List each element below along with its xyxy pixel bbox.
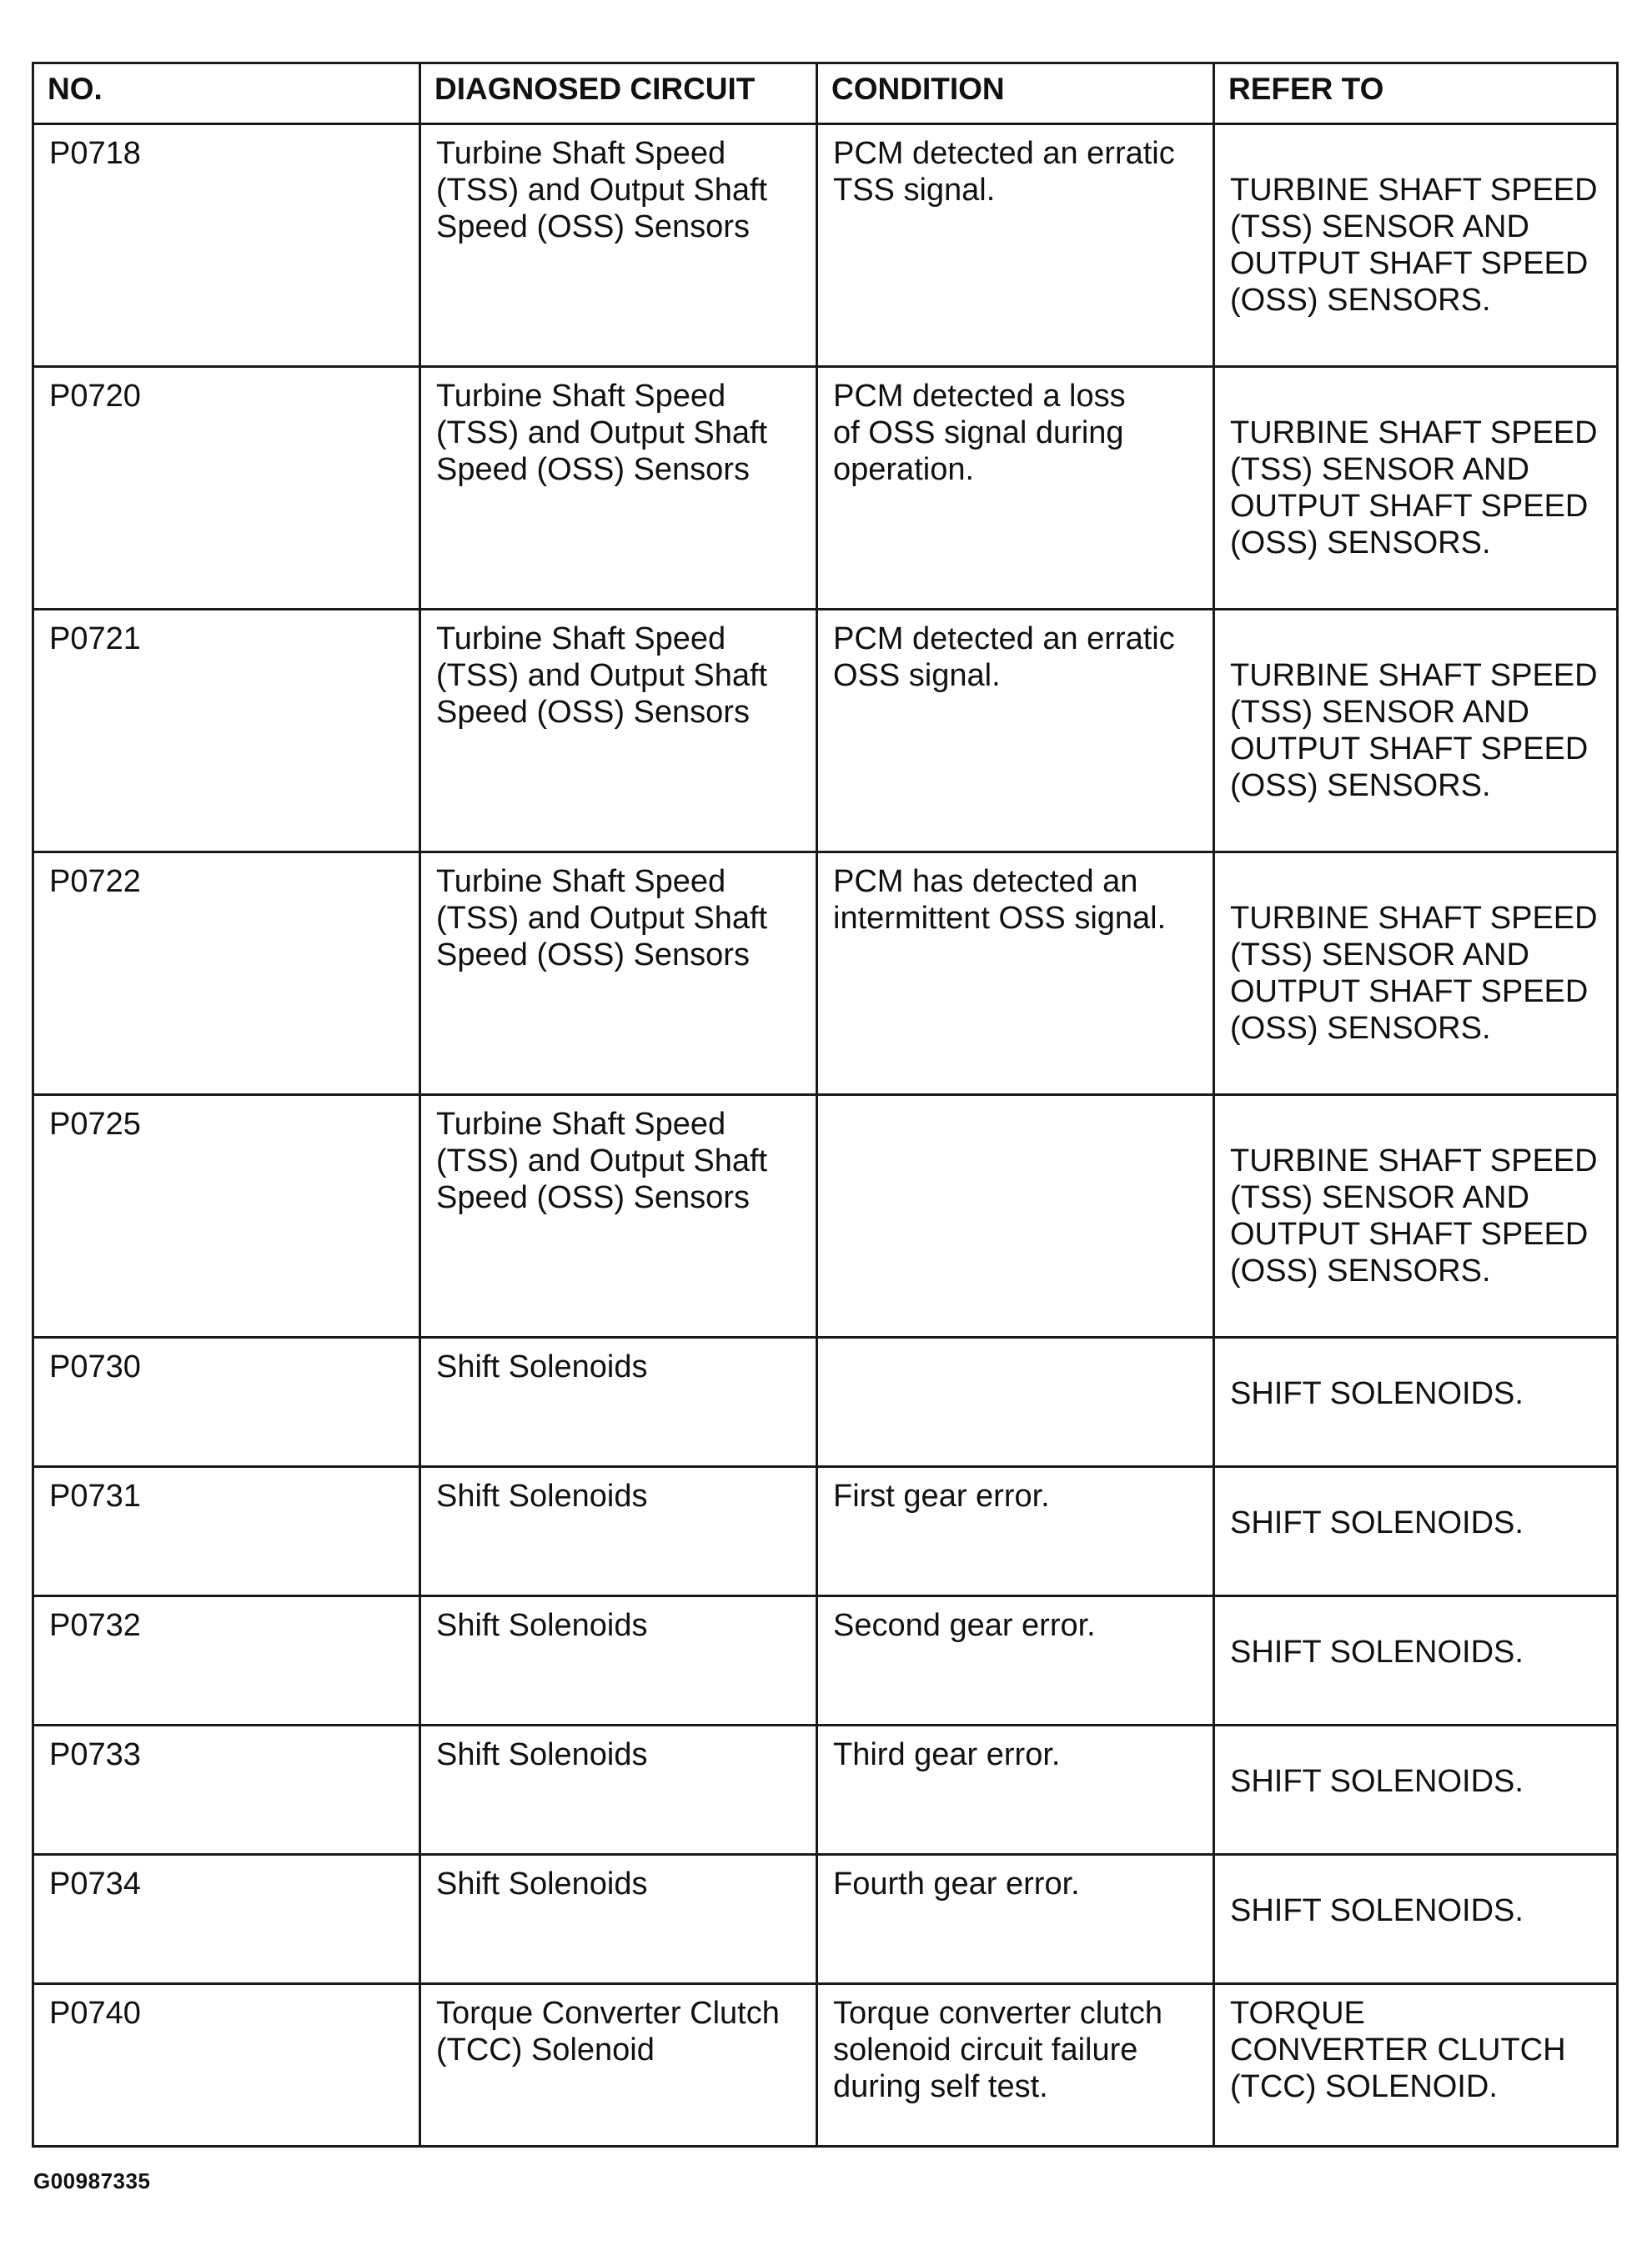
refer-line: OUTPUT SHAFT SPEED [1230,974,1589,1009]
table-row [33,1467,1618,1596]
table-row [33,1726,1618,1855]
cell-diagnosed-circuit [420,610,817,852]
refer-line: OUTPUT SHAFT SPEED [1230,246,1589,281]
table-row [33,1984,1618,2147]
cell-refer-to [1214,1596,1618,1726]
circuit-line: Torque Converter Clutch [436,1996,780,2031]
cell-dtc-number [33,1596,420,1726]
condition-line: of OSS signal during [833,415,1124,450]
circuit-line: Shift Solenoids [436,1867,648,1902]
cell-refer-to-text [1215,1726,1616,1800]
table-row [33,1338,1618,1467]
circuit-line: Speed (OSS) Sensors [436,209,750,244]
cell-refer-to [1214,1984,1618,2147]
cell-dtc-number [33,852,420,1095]
refer-line: TURBINE SHAFT SPEED [1230,415,1598,450]
cell-refer-to [1214,124,1618,367]
table-row [33,1596,1618,1726]
cell-diagnosed-circuit [420,367,817,610]
circuit-line: Speed (OSS) Sensors [436,452,750,487]
cell-dtc-number [33,1726,420,1855]
cell-condition [817,1095,1214,1338]
condition-line: PCM has detected an [833,864,1138,899]
refer-line: SHIFT SOLENOIDS. [1230,1893,1524,1928]
cell-dtc-number [33,1855,420,1984]
refer-line: SHIFT SOLENOIDS. [1230,1376,1524,1411]
table-row [33,610,1618,852]
refer-line: OUTPUT SHAFT SPEED [1230,489,1589,524]
cell-condition-text [818,853,1213,937]
refer-line: TURBINE SHAFT SPEED [1230,658,1598,693]
circuit-line: Shift Solenoids [436,1608,648,1643]
cell-diagnosed-circuit-text [421,125,816,245]
condition-line: operation. [833,452,975,487]
cell-condition [817,610,1214,852]
cell-condition [817,1726,1214,1855]
circuit-line: Turbine Shaft Speed [436,379,726,414]
header-refer-to: REFER TO [1214,63,1618,124]
cell-condition-text [818,1468,1213,1515]
refer-line: TURBINE SHAFT SPEED [1230,1143,1598,1178]
dtc-table [32,62,1619,2148]
cell-condition [817,1596,1214,1726]
table-row [33,1095,1618,1338]
cell-dtc-number [33,1095,420,1338]
refer-line: SHIFT SOLENOIDS. [1230,1764,1524,1799]
dtc-number: P0733 [49,1737,141,1772]
cell-condition-text [818,125,1213,209]
header-condition: CONDITION [817,63,1214,124]
refer-line: OUTPUT SHAFT SPEED [1230,731,1589,766]
refer-line: (OSS) SENSORS. [1230,1254,1491,1289]
cell-refer-to [1214,1338,1618,1467]
cell-refer-to-text [1215,1468,1616,1541]
cell-condition [817,1467,1214,1596]
condition-line: PCM detected an erratic [833,136,1175,171]
table-row [33,852,1618,1095]
cell-refer-to-text [1215,1985,1616,2105]
cell-diagnosed-circuit-text [421,1096,816,1216]
cell-condition-text [818,610,1213,694]
refer-line: CONVERTER CLUTCH [1230,2032,1566,2068]
table-row [33,124,1618,367]
cell-refer-to-text [1215,1597,1616,1671]
cell-condition-text [818,1096,1213,1106]
condition-line: Fourth gear error. [833,1867,1080,1902]
cell-condition-text [818,1726,1213,1773]
refer-line: TORQUE [1230,1996,1365,2031]
table-header [33,63,1618,124]
condition-line: OSS signal. [833,658,1001,693]
refer-line: (OSS) SENSORS. [1230,1011,1491,1046]
refer-line: (OSS) SENSORS. [1230,525,1491,560]
cell-diagnosed-circuit [420,1467,817,1596]
refer-line: (TSS) SENSOR AND [1230,937,1529,972]
condition-line: TSS signal. [833,173,996,208]
circuit-line: (TSS) and Output Shaft [436,415,768,450]
cell-diagnosed-circuit-text [421,1985,816,2068]
circuit-line: (TSS) and Output Shaft [436,1143,768,1178]
cell-diagnosed-circuit [420,1596,817,1726]
dtc-number: P0725 [49,1107,141,1142]
circuit-line: Shift Solenoids [436,1349,648,1384]
refer-line: OUTPUT SHAFT SPEED [1230,1217,1589,1252]
cell-diagnosed-circuit [420,1338,817,1467]
circuit-line: Turbine Shaft Speed [436,136,726,171]
cell-condition-text [818,1985,1213,2105]
condition-line: during self test. [833,2069,1048,2104]
cell-refer-to-text [1215,1339,1616,1412]
dtc-number: P0722 [49,864,141,899]
circuit-line: Speed (OSS) Sensors [436,1180,750,1215]
cell-condition [817,367,1214,610]
refer-line: (OSS) SENSORS. [1230,283,1491,318]
cell-refer-to-text [1215,1856,1616,1929]
condition-line: Third gear error. [833,1737,1061,1772]
cell-diagnosed-circuit [420,1984,817,2147]
cell-refer-to [1214,367,1618,610]
cell-diagnosed-circuit [420,1855,817,1984]
dtc-number: P0718 [49,136,141,171]
cell-condition-text [818,1597,1213,1644]
dtc-number: P0730 [49,1349,141,1384]
cell-diagnosed-circuit [420,1726,817,1855]
cell-dtc-number [33,1338,420,1467]
cell-dtc-number [33,1984,420,2147]
table-row [33,1855,1618,1984]
condition-line: solenoid circuit failure [833,2032,1138,2068]
cell-condition [817,1855,1214,1984]
circuit-line: Speed (OSS) Sensors [436,937,750,972]
figure-code: G00987335 [33,2168,151,2193]
cell-diagnosed-circuit-text [421,1339,816,1385]
cell-diagnosed-circuit-text [421,610,816,731]
dtc-number: P0731 [49,1479,141,1514]
cell-condition [817,852,1214,1095]
circuit-line: (TCC) Solenoid [436,2032,655,2068]
circuit-line: (TSS) and Output Shaft [436,901,768,936]
cell-refer-to-text [1215,1096,1616,1289]
cell-diagnosed-circuit [420,124,817,367]
circuit-line: (TSS) and Output Shaft [436,173,768,208]
refer-line: TURBINE SHAFT SPEED [1230,901,1598,936]
condition-line: Second gear error. [833,1608,1096,1643]
condition-line: intermittent OSS signal. [833,901,1167,936]
condition-line: First gear error. [833,1479,1050,1514]
cell-condition-text [818,1339,1213,1349]
circuit-line: (TSS) and Output Shaft [436,658,768,693]
cell-refer-to [1214,1726,1618,1855]
cell-dtc-number [33,367,420,610]
cell-condition-text [818,1856,1213,1902]
cell-condition-text [818,368,1213,488]
cell-dtc-number [33,610,420,852]
circuit-line: Speed (OSS) Sensors [436,695,750,730]
header-row [33,63,1618,124]
cell-diagnosed-circuit-text [421,1726,816,1773]
dtc-number: P0721 [49,621,141,656]
cell-refer-to-text [1215,610,1616,804]
cell-diagnosed-circuit-text [421,1597,816,1644]
cell-condition [817,124,1214,367]
circuit-line: Turbine Shaft Speed [436,621,726,656]
cell-dtc-number [33,124,420,367]
cell-diagnosed-circuit-text [421,1856,816,1902]
cell-dtc-number [33,1467,420,1596]
cell-condition [817,1338,1214,1467]
circuit-line: Shift Solenoids [436,1479,648,1514]
header-no: NO. [33,63,420,124]
condition-line: PCM detected a loss [833,379,1126,414]
refer-line: (OSS) SENSORS. [1230,768,1491,803]
cell-refer-to-text [1215,125,1616,319]
cell-refer-to-text [1215,853,1616,1047]
refer-line: (TSS) SENSOR AND [1230,209,1529,244]
cell-refer-to [1214,1095,1618,1338]
condition-line: Torque converter clutch [833,1996,1162,2031]
circuit-line: Turbine Shaft Speed [436,864,726,899]
refer-line: (TCC) SOLENOID. [1230,2069,1498,2104]
cell-diagnosed-circuit [420,1095,817,1338]
refer-line: SHIFT SOLENOIDS. [1230,1635,1524,1670]
condition-line: PCM detected an erratic [833,621,1175,656]
cell-diagnosed-circuit [420,852,817,1095]
cell-diagnosed-circuit-text [421,1468,816,1515]
cell-condition [817,1984,1214,2147]
refer-line: (TSS) SENSOR AND [1230,1180,1529,1215]
cell-refer-to [1214,852,1618,1095]
refer-line: (TSS) SENSOR AND [1230,452,1529,487]
circuit-line: Turbine Shaft Speed [436,1107,726,1142]
dtc-number: P0732 [49,1608,141,1643]
table-body [33,124,1618,2147]
refer-line: (TSS) SENSOR AND [1230,695,1529,730]
header-diagnosed-circuit: DIAGNOSED CIRCUIT [420,63,817,124]
dtc-number: P0740 [49,1996,141,2031]
refer-line: TURBINE SHAFT SPEED [1230,173,1598,208]
cell-diagnosed-circuit-text [421,368,816,488]
cell-refer-to [1214,1855,1618,1984]
table-row [33,367,1618,610]
dtc-number: P0734 [49,1867,141,1902]
cell-refer-to [1214,610,1618,852]
dtc-number: P0720 [49,379,141,414]
cell-refer-to-text [1215,368,1616,561]
circuit-line: Shift Solenoids [436,1737,648,1772]
refer-line: SHIFT SOLENOIDS. [1230,1505,1524,1540]
cell-diagnosed-circuit-text [421,853,816,973]
cell-refer-to [1214,1467,1618,1596]
